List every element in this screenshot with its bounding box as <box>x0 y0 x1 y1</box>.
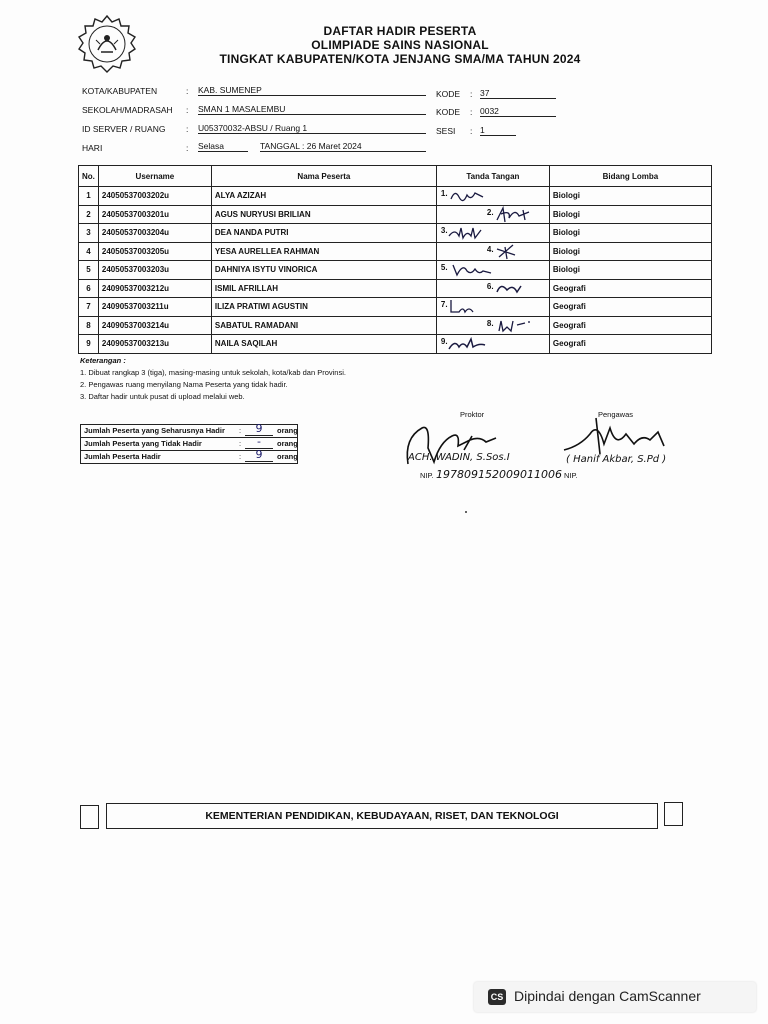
tanggal-field: TANGGAL : 26 Maret 2024 <box>260 141 426 152</box>
table-row <box>79 224 712 243</box>
table-row <box>79 261 712 280</box>
signature-number: 4. <box>486 244 494 254</box>
handwritten-signature <box>451 261 495 279</box>
summary-label: Jumlah Peserta Hadir <box>84 452 161 461</box>
kode2-value: 0032 <box>480 106 556 117</box>
row-bidang: Biologi <box>549 242 711 261</box>
table-header-row <box>79 166 712 187</box>
row-username: 24090537003213u <box>98 335 211 354</box>
row-no: 7 <box>79 298 99 317</box>
col-header-username: Username <box>98 166 211 187</box>
server-value: U05370032-ABSU / Ruang 1 <box>198 123 426 134</box>
handwritten-signature <box>495 280 525 298</box>
colon: : <box>470 107 473 117</box>
row-no: 8 <box>79 316 99 335</box>
table-row <box>79 205 712 224</box>
camscanner-logo-icon: CS <box>488 989 506 1005</box>
summary-row <box>81 448 298 463</box>
summary-label: Jumlah Peserta yang Seharusnya Hadir <box>84 426 225 435</box>
table-row <box>79 335 712 354</box>
row-nama: DAHNIYA ISYTU VINORICA <box>211 261 436 280</box>
title-line-3: TINGKAT KABUPATEN/KOTA JENJANG SMA/MA TAHUN 2024 <box>219 52 581 66</box>
row-nama: ALYA AZIZAH <box>211 187 436 206</box>
table-row <box>79 298 712 317</box>
row-username: 24050537003205u <box>98 242 211 261</box>
sekolah-value: SMAN 1 MASALEMBU <box>198 104 426 115</box>
table-row <box>79 187 712 206</box>
row-signature-cell <box>436 187 549 206</box>
summary-unit: orang <box>277 426 298 435</box>
hari-label: HARI <box>82 143 103 153</box>
signature-number: 3. <box>440 226 448 235</box>
sesi-label: SESI <box>436 126 456 136</box>
notes-item: 1. Dibuat rangkap 3 (tiga), masing-masing untuk sekolah, kota/kab dan Provinsi. <box>80 368 346 377</box>
colon: : <box>186 143 189 153</box>
row-bidang: Geografi <box>549 316 711 335</box>
speck <box>465 511 467 513</box>
notes-item: 3. Daftar hadir untuk pusat di upload melalui web. <box>80 392 245 401</box>
title-line-1: DAFTAR HADIR PESERTA <box>323 24 477 38</box>
signature-number: 9. <box>440 337 448 346</box>
row-nama: YESA AURELLEA RAHMAN <box>211 242 436 261</box>
row-bidang: Geografi <box>549 279 711 298</box>
row-no: 2 <box>79 205 99 224</box>
row-nama: SABATUL RAMADANI <box>211 316 436 335</box>
row-bidang: Biologi <box>549 224 711 243</box>
row-no: 6 <box>79 279 99 298</box>
row-no: 3 <box>79 224 99 243</box>
proktor-nip-label: NIP. <box>420 471 434 480</box>
summary-label: Jumlah Peserta yang Tidak Hadir <box>84 439 202 448</box>
row-signature-cell <box>436 224 549 243</box>
row-nama: NAILA SAQILAH <box>211 335 436 354</box>
sesi-value: 1 <box>480 125 516 136</box>
info-block <box>0 0 768 160</box>
handwritten-signature <box>447 224 487 242</box>
row-username: 24050537003204u <box>98 224 211 243</box>
row-signature-cell <box>436 242 549 261</box>
colon: : <box>470 126 473 136</box>
row-nama: ILIZA PRATIWI AGUSTIN <box>211 298 436 317</box>
signature-number: 5. <box>440 263 448 272</box>
row-username: 24090537003212u <box>98 279 211 298</box>
footer-ministry: KEMENTERIAN PENDIDIKAN, KEBUDAYAAN, RISET, DAN TEKNOLOGI <box>106 803 658 829</box>
row-signature-cell <box>436 335 549 354</box>
col-header-bidang: Bidang Lomba <box>549 166 711 187</box>
row-signature-cell <box>436 316 549 335</box>
table-row <box>79 279 712 298</box>
colon: : <box>186 86 189 96</box>
row-signature-cell <box>436 261 549 280</box>
camscanner-text: Dipindai dengan CamScanner <box>514 988 701 1004</box>
summary-value: - <box>245 435 273 449</box>
colon: : <box>470 89 473 99</box>
row-no: 1 <box>79 187 99 206</box>
notes-section <box>80 355 346 403</box>
notes-heading: Keterangan : <box>80 356 126 365</box>
pengawas-label: Pengawas <box>598 410 634 419</box>
colon: : <box>239 426 242 435</box>
kode1-value: 37 <box>480 88 556 99</box>
table-row <box>79 242 712 261</box>
server-label: ID SERVER / RUANG <box>82 124 166 134</box>
row-username: 24090537003214u <box>98 316 211 335</box>
pengawas-name: ( Hanif Akbar, S.Pd ) <box>566 454 667 465</box>
colon: : <box>239 452 242 461</box>
signature-number: 8. <box>486 318 494 328</box>
row-no: 4 <box>79 242 99 261</box>
handwritten-signature <box>495 243 525 261</box>
row-bidang: Geografi <box>549 335 711 354</box>
summary-box <box>80 424 298 464</box>
kode1-label: KODE <box>436 89 461 99</box>
attendance-table <box>78 165 712 354</box>
proktor-name: ACH. WADIN, S.Sos.I <box>408 452 510 463</box>
proktor-label: Proktor <box>460 410 485 419</box>
hari-value: Selasa <box>198 141 248 152</box>
row-nama: ISMIL AFRILLAH <box>211 279 436 298</box>
row-nama: DEA NANDA PUTRI <box>211 224 436 243</box>
proktor-nip: 197809152009011006 <box>436 468 562 481</box>
pengawas-nip-label: NIP. <box>564 471 578 480</box>
row-username: 24050537003202u <box>98 187 211 206</box>
kota-label: KOTA/KABUPATEN <box>82 86 158 96</box>
col-header-ttd: Tanda Tangan <box>436 166 549 187</box>
row-no: 9 <box>79 335 99 354</box>
summary-value: 9 <box>245 422 273 436</box>
colon: : <box>186 124 189 134</box>
row-no: 5 <box>79 261 99 280</box>
summary-unit: orang <box>277 439 298 448</box>
colon: : <box>186 105 189 115</box>
row-bidang: Biologi <box>549 187 711 206</box>
row-signature-cell <box>436 279 549 298</box>
summary-unit: orang <box>277 452 298 461</box>
title-line-2: OLIMPIADE SAINS NASIONAL <box>311 38 489 52</box>
col-header-nama: Nama Peserta <box>211 166 436 187</box>
camscanner-watermark <box>474 982 756 1012</box>
signature-number: 7. <box>440 300 448 309</box>
handwritten-signature <box>447 335 489 353</box>
notes-item: 2. Pengawas ruang menyilang Nama Peserta yang tidak hadir. <box>80 380 288 389</box>
footer-right-box <box>664 802 683 826</box>
row-username: 24090537003211u <box>98 298 211 317</box>
handwritten-signature <box>449 187 489 204</box>
handwritten-signature <box>495 206 539 224</box>
row-username: 24050537003203u <box>98 261 211 280</box>
signature-number: 6. <box>486 281 494 291</box>
row-signature-cell <box>436 205 549 224</box>
col-header-no: No. <box>79 166 99 187</box>
footer-left-box <box>80 805 99 829</box>
row-username: 24050537003201u <box>98 205 211 224</box>
kode2-label: KODE <box>436 107 461 117</box>
row-signature-cell <box>436 298 549 317</box>
row-nama: AGUS NURYUSI BRILIAN <box>211 205 436 224</box>
handwritten-signature <box>447 298 481 316</box>
summary-value: 9 <box>245 448 273 462</box>
colon: : <box>239 439 242 448</box>
sekolah-label: SEKOLAH/MADRASAH <box>82 105 173 115</box>
row-bidang: Biologi <box>549 205 711 224</box>
row-bidang: Geografi <box>549 298 711 317</box>
handwritten-signature <box>495 317 535 335</box>
signature-number: 2. <box>486 207 494 217</box>
kota-value: KAB. SUMENEP <box>198 85 426 96</box>
signature-number: 1. <box>440 189 448 198</box>
table-row <box>79 316 712 335</box>
row-bidang: Biologi <box>549 261 711 280</box>
